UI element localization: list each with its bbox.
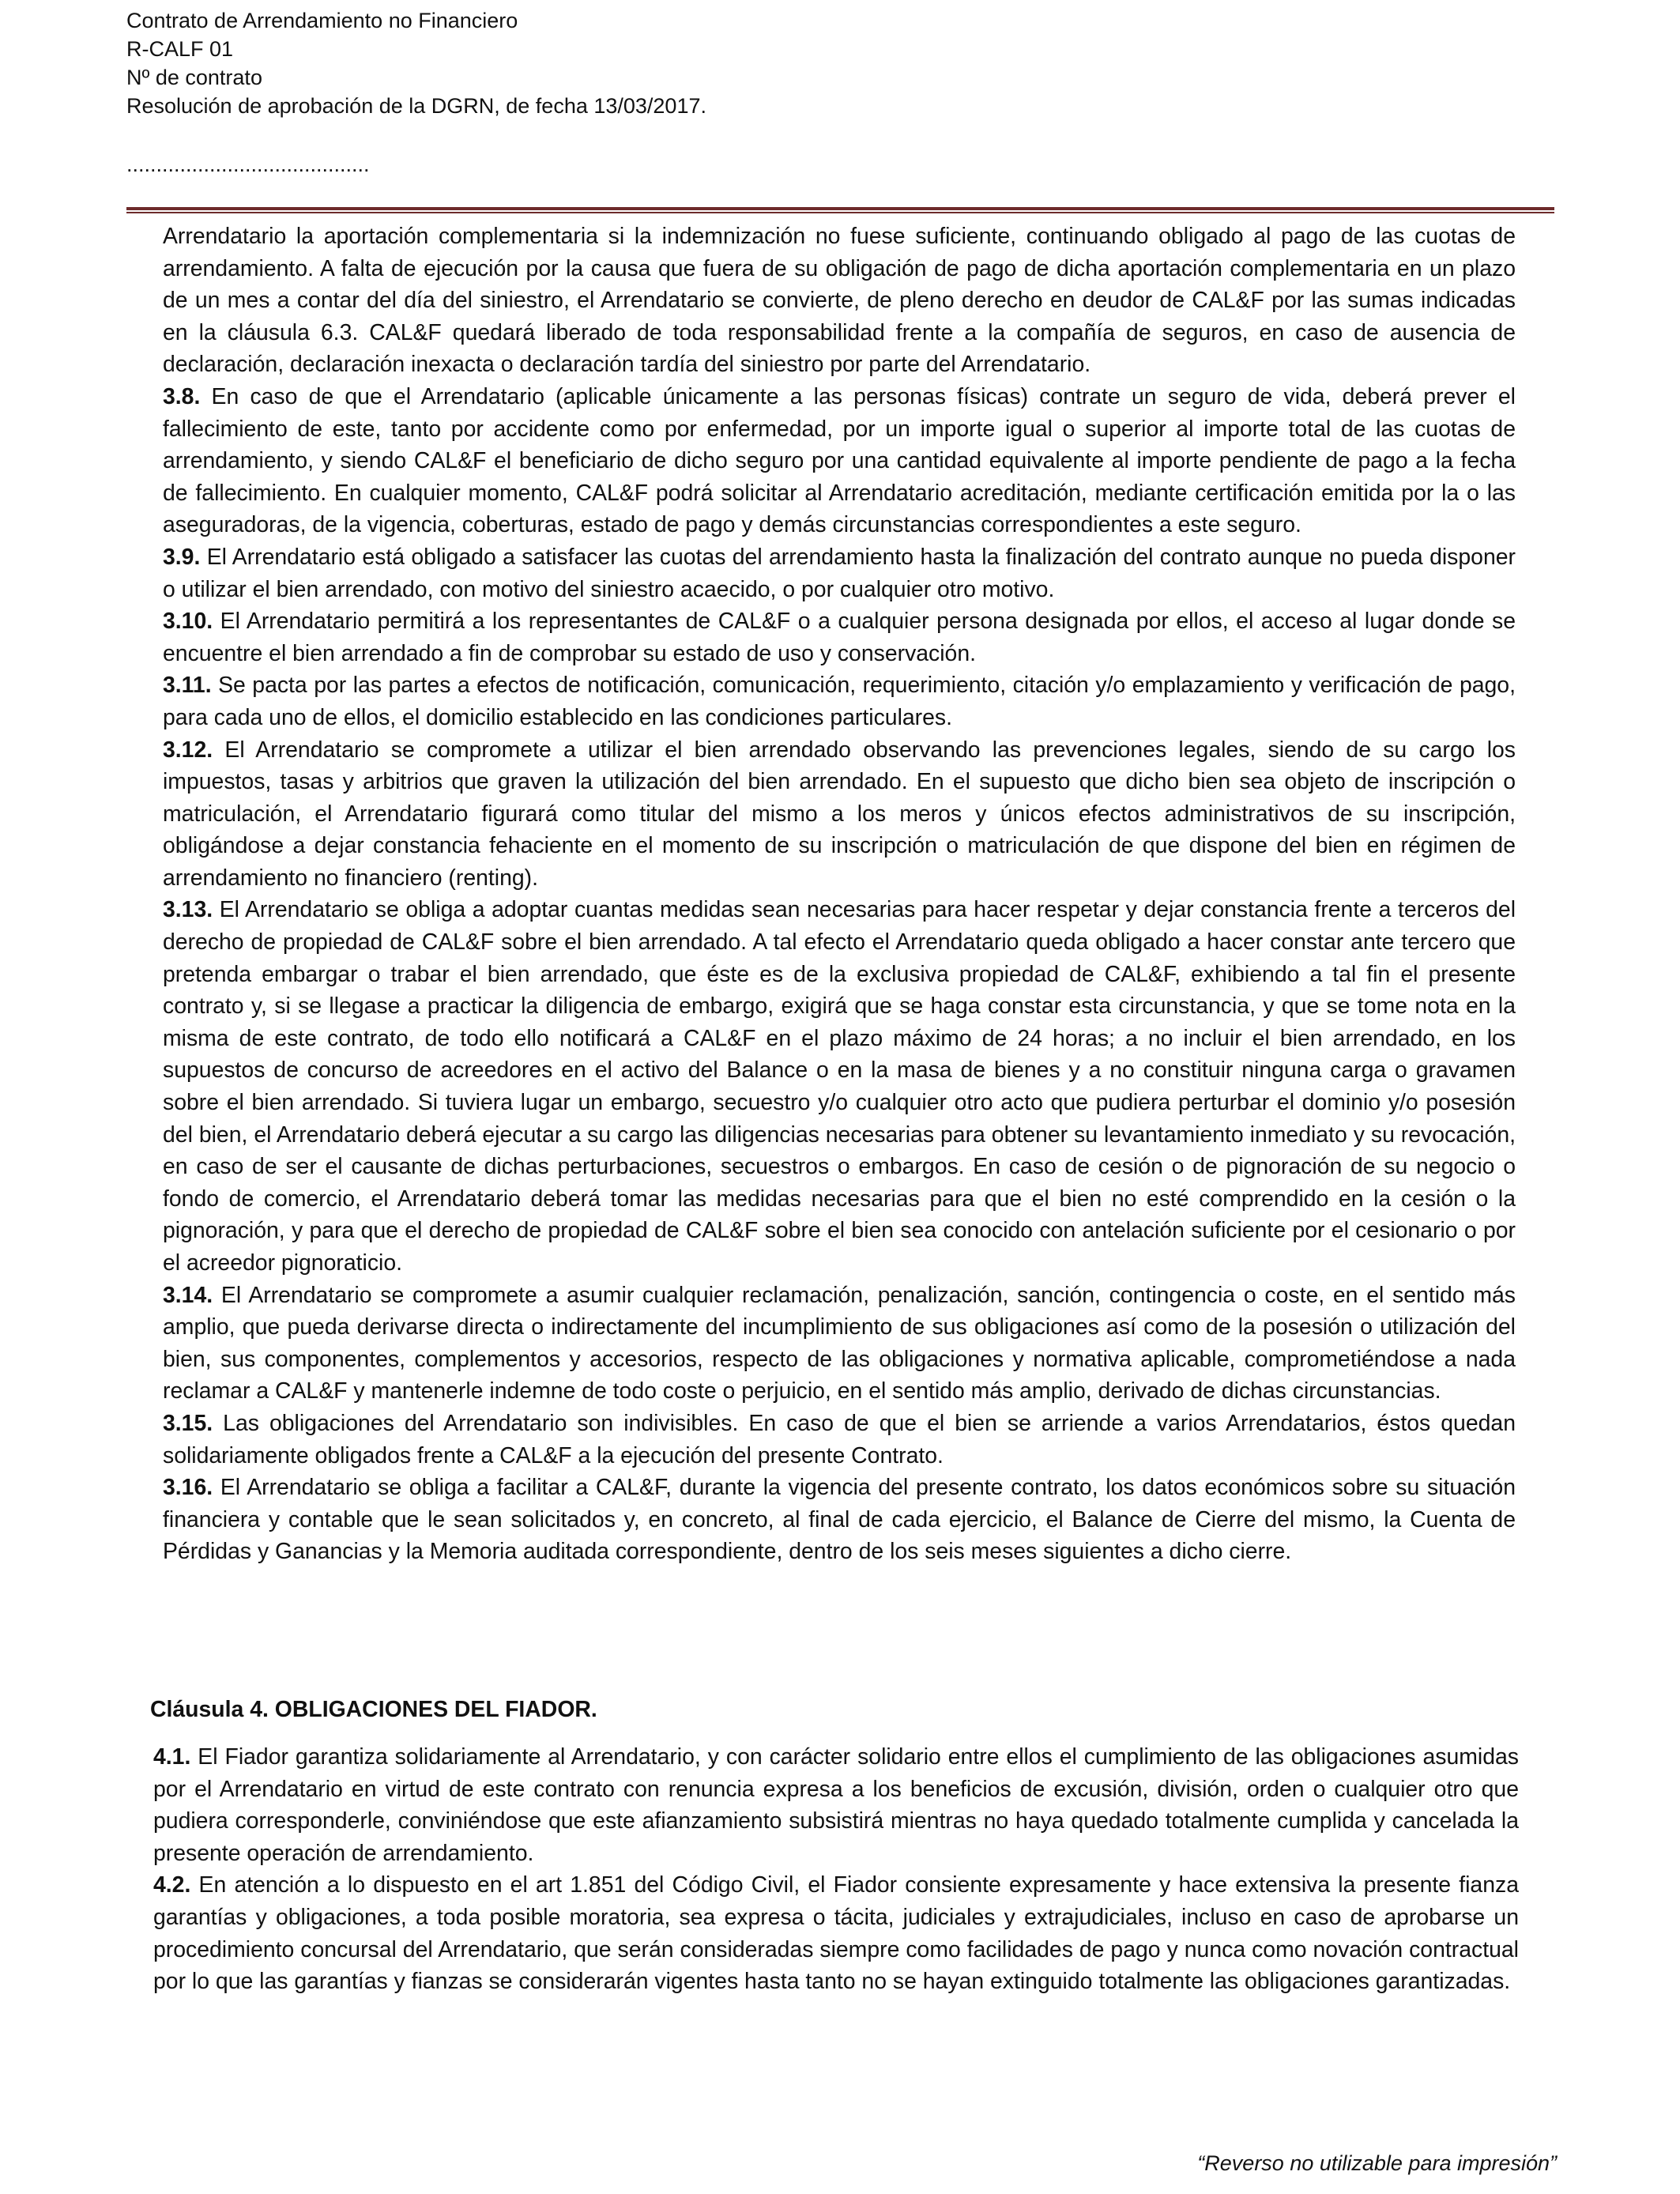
header-contract-number-placeholder: .........................................: [126, 153, 370, 176]
paragraph-text: En atención a lo dispuesto en el art 1.851 del Código Civil, el Fiador consiente expresamente y hace extensiva la presente fianza garantías y obligaciones, a toda posible moratoria, sea expresa o tácita, judiciales y extrajudiciales, incluso en caso de aprobarse un procedimiento concursal del Arrendatario, que serán consideradas siempre como facilidades de pago y nunca como novación contractual por lo que las garantías y fianzas se considerarán vigentes hasta tanto no se hayan extinguido totalmente las obligaciones garantizadas.: [153, 1872, 1519, 1995]
paragraph-number: 3.8.: [163, 383, 201, 409]
header-divider: [126, 207, 1554, 217]
paragraph-3-10: [163, 605, 1516, 669]
header-divider-thick: [126, 207, 1554, 210]
paragraph-text: El Arrendatario se compromete a utilizar el bien arrendado observando las prevenciones legales, siendo de su cargo los impuestos, tasas y arbitrios que graven la utilización del bien arrendado. En el supuesto que dicho bien sea objeto de inscripción o matriculación, el Arrendatario figurará como titular del mismo a los meros y únicos efectos administrativos de su inscripción, obligándose a dejar constancia fehaciente en el momento de su inscripción o matriculación de que dispone del bien en régimen de arrendamiento no financiero (renting).: [163, 737, 1516, 891]
paragraph-number: 3.14.: [163, 1282, 213, 1308]
header-approval-resolution: Resolución de aprobación de la DGRN, de fecha 13/03/2017.: [126, 94, 706, 118]
paragraph-number: 3.11.: [163, 673, 212, 699]
paragraph-text: El Arrendatario está obligado a satisfacer las cuotas del arrendamiento hasta la finalización del contrato aunque no pueda disponer o utilizar el bien arrendado, con motivo del siniestro acaecido, o por cualquier otro motivo.: [163, 544, 1516, 602]
paragraph-3-11: [163, 669, 1516, 733]
paragraph-text: Las obligaciones del Arrendatario son indivisibles. En caso de que el bien se arriende a varios Arrendatarios, éstos quedan solidariamente obligados frente a CAL&F a la ejecución del presente Contrato.: [163, 1410, 1516, 1468]
clause-3-continuation: [163, 221, 1516, 1568]
paragraph-3-16: [163, 1472, 1516, 1568]
paragraph-number: 3.15.: [163, 1410, 213, 1436]
clause-4-body: [153, 1741, 1519, 1998]
paragraph-text: En caso de que el Arrendatario (aplicable únicamente a las personas físicas) contrate un seguro de vida, deberá prever el fallecimiento de este, tanto por accidente como por enfermedad, por un importe igual o superior al importe total de las cuotas de arrendamiento, y siendo CAL&F el beneficiario de dicho seguro por una cantidad equivalente al importe pendiente de pago a la fecha de fallecimiento. En cualquier momento, CAL&F podrá solicitar al Arrendatario acreditación, mediante certificación emitida por la o las aseguradoras, de la vigencia, coberturas, estado de pago y demás circunstancias correspondientes a este seguro.: [163, 383, 1516, 538]
document-header: [126, 6, 1470, 179]
header-contract-number-label: Nº de contrato: [126, 66, 262, 89]
header-form-code: R-CALF 01: [126, 37, 234, 61]
header-divider-thin: [126, 212, 1554, 213]
paragraph-4-1: [153, 1741, 1519, 1869]
paragraph-number: 3.16.: [163, 1475, 213, 1501]
paragraph-3-9: [163, 541, 1516, 605]
paragraph-3-13: [163, 894, 1516, 1279]
paragraph-number: 3.12.: [163, 737, 213, 763]
paragraph-text: El Arrendatario se obliga a adoptar cuantas medidas sean necesarias para hacer respetar y dejar constancia frente a terceros del derecho de propiedad de CAL&F sobre el bien arrendado. A tal efecto el Arrendatario queda obligado a hacer constar ante tercero que pretenda embargar o trabar el bien arrendado, que éste es de la exclusiva propiedad de CAL&F, exhibiendo a tal fin el presente contrato y, si se llegase a practicar la diligencia de embargo, exigirá que se haga constar esta circunstancia, y que se tome nota en la misma de este contrato, de todo ello notificará a CAL&F en el plazo máximo de 24 horas; a no incluir el bien arrendado, en los supuestos de concurso de acreedores en el activo del Balance o en la masa de bienes y a no constituir ninguna carga o gravamen sobre el bien arrendado. Si tuviera lugar un embargo, secuestro y/o cualquier otro acto que pudiera perturbar el dominio y/o posesión del bien, el Arrendatario deberá ejecutar a su cargo las diligencias necesarias para obtener su levantamiento inmediato y su revocación, en caso de ser el causante de dichas perturbaciones, secuestros o embargos. En caso de cesión o de pignoración de su negocio o fondo de comercio, el Arrendatario deberá tomar las medidas necesarias para que el bien no esté comprendido en la cesión o la pignoración, y para que el derecho de propiedad de CAL&F sobre el bien sea conocido con antelación suficiente por el cesionario o por el acreedor pignoraticio.: [163, 897, 1516, 1276]
paragraph-3-14: [163, 1280, 1516, 1408]
paragraph-number: 3.10.: [163, 609, 213, 635]
footer-note: “Reverso no utilizable para impresión”: [1197, 2151, 1557, 2175]
paragraph-text: El Arrendatario se obliga a facilitar a CAL&F, durante la vigencia del presente contrato, los datos económicos sobre su situación financiera y contable que le sean solicitados y, en concreto, al final de cada ejercicio, el Balance de Cierre del mismo, la Cuenta de Pérdidas y Ganancias y la Memoria auditada correspondiente, dentro de los seis meses siguientes a dicho cierre.: [163, 1475, 1516, 1565]
paragraph-text: Se pacta por las partes a efectos de notificación, comunicación, requerimiento, citación y/o emplazamiento y verificación de pago, para cada uno de ellos, el domicilio establecido en las condiciones particulares.: [163, 673, 1516, 730]
header-contract-type: Contrato de Arrendamiento no Financiero: [126, 9, 518, 32]
paragraph-text: El Arrendatario permitirá a los representantes de CAL&F o a cualquier persona designada por ellos, el acceso al lugar donde se encuentre el bien arrendado a fin de comprobar su estado de uso y conservación.: [163, 609, 1516, 666]
clause-4-title: Cláusula 4. OBLIGACIONES DEL FIADOR.: [150, 1697, 597, 1722]
paragraph-3-12: [163, 734, 1516, 895]
intro-paragraph: Arrendatario la aportación complementaria si la indemnización no fuese suficiente, continuando obligado al pago de las cuotas de arrendamiento. A falta de ejecución por la causa que fuera de su obligación de pago de dicha aportación complementaria en un plazo de un mes a contar del día del siniestro, el Arrendatario se convierte, de pleno derecho en deudor de CAL&F por las sumas indicadas en la cláusula 6.3. CAL&F quedará liberado de toda responsabilidad frente a la compañía de seguros, en caso de ausencia de declaración, declaración inexacta o declaración tardía del siniestro por parte del Arrendatario.: [163, 224, 1516, 378]
paragraph-3-8: [163, 381, 1516, 541]
paragraph-number: 3.13.: [163, 897, 213, 923]
paragraph-3-15: [163, 1408, 1516, 1472]
paragraph-text: El Arrendatario se compromete a asumir cualquier reclamación, penalización, sanción, contingencia o coste, en el sentido más amplio, que pueda derivarse directa o indirectamente del incumplimiento de sus obligaciones así como de la posesión o utilización del bien, sus componentes, complementos y accesorios, respecto de las obligaciones y normativa aplicable, comprometiéndose a nada reclamar a CAL&F y mantenerle indemne de todo coste o perjuicio, en el sentido más amplio, derivado de dichas circunstancias.: [163, 1282, 1516, 1404]
paragraph-4-2: [153, 1869, 1519, 1997]
paragraph-number: 3.9.: [163, 544, 201, 570]
paragraph-text: El Fiador garantiza solidariamente al Arrendatario, y con carácter solidario entre ellos el cumplimiento de las obligaciones asumidas por el Arrendatario en virtud de este contrato con renuncia expresa a los beneficios de excusión, división, orden o cualquier otro que pudiera corresponderle, conviniéndose que este afianzamiento subsistirá mientras no haya quedado totalmente cumplida y cancelada la presente operación de arrendamiento.: [153, 1744, 1519, 1866]
paragraph-number: 4.2.: [153, 1872, 191, 1898]
paragraph-number: 4.1.: [153, 1744, 191, 1770]
